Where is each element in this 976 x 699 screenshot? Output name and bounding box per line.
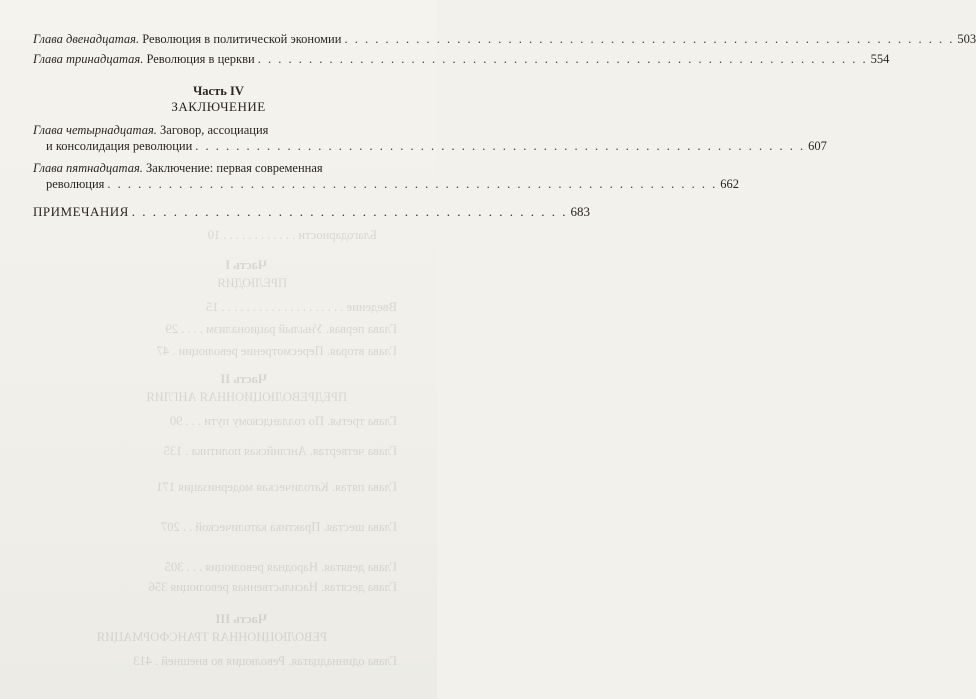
- toc-entry-chapter-12[interactable]: [33, 31, 976, 47]
- leader-dots: [344, 31, 954, 47]
- chapter-title-line1: Заключение: первая современная: [146, 161, 323, 175]
- chapter-title: Революция в политической экономии: [142, 32, 342, 46]
- chapter-prefix: Глава четырнадцатая.: [33, 123, 157, 137]
- page-number: 662: [720, 177, 740, 191]
- chapter-title: Революция в церкви: [146, 52, 255, 66]
- leader-dots: [258, 51, 868, 67]
- toc-entry-notes[interactable]: [33, 204, 591, 220]
- page-number: 683: [570, 204, 591, 219]
- leader-dots: . . . . . . . . . . . . . . . . . . . . . . . . . . . . . . . . . . . . . . . . . .: [131, 204, 568, 219]
- toc-entry-chapter-13[interactable]: [33, 51, 890, 67]
- part-title: ЗАКЛЮЧЕНИЕ: [171, 99, 266, 114]
- chapter-title-line1: Заговор, ассоциация: [160, 123, 269, 137]
- page-number: 503: [957, 32, 976, 46]
- chapter-prefix: Глава двенадцатая.: [33, 32, 140, 46]
- part-number: Часть IV: [193, 84, 244, 98]
- bleed-through-text: Благодарности . . . . . . . . . . . . 10 Часть I ПРЕЛЮДИЯ Введение . . . . . . . . . . . . . . . . . . . . 15 Глава первая. Унылый рационализм . . . . 29 Глава вторая. Пересмотрение революции . 47 Часть II ПРЕДРЕВОЛЮЦИОННАЯ АНГЛИЯ Глава третья. По голландскому пути . . . 90 Глава четвертая. Английская политика . 135 Глава пятая. Католическая модернизация 171 Глава шестая. Практика католической . . 207 Глава девятая. Народная революция . . . 305 Глава десятая. Насильственная революция 356 Часть III РЕВОЛЮЦИОННАЯ ТРАНСФОРМАЦИЯ Глава одиннадцатая. Революция во внешней . 413: [96, 228, 397, 668]
- chapter-title-line2: революция: [46, 177, 105, 191]
- chapter-prefix: Глава пятнадцатая.: [33, 161, 143, 175]
- leader-dots: [107, 176, 717, 192]
- toc-entry-chapter-14[interactable]: [33, 122, 827, 154]
- chapter-title-line2: и консолидация революции: [46, 139, 193, 153]
- leader-dots: [195, 138, 805, 154]
- toc-entry-chapter-15[interactable]: [33, 160, 740, 192]
- page-number: 554: [870, 52, 890, 66]
- page-number: 607: [808, 139, 827, 153]
- notes-label: ПРИМЕЧАНИЯ: [33, 204, 129, 219]
- chapter-prefix: Глава тринадцатая.: [33, 52, 144, 66]
